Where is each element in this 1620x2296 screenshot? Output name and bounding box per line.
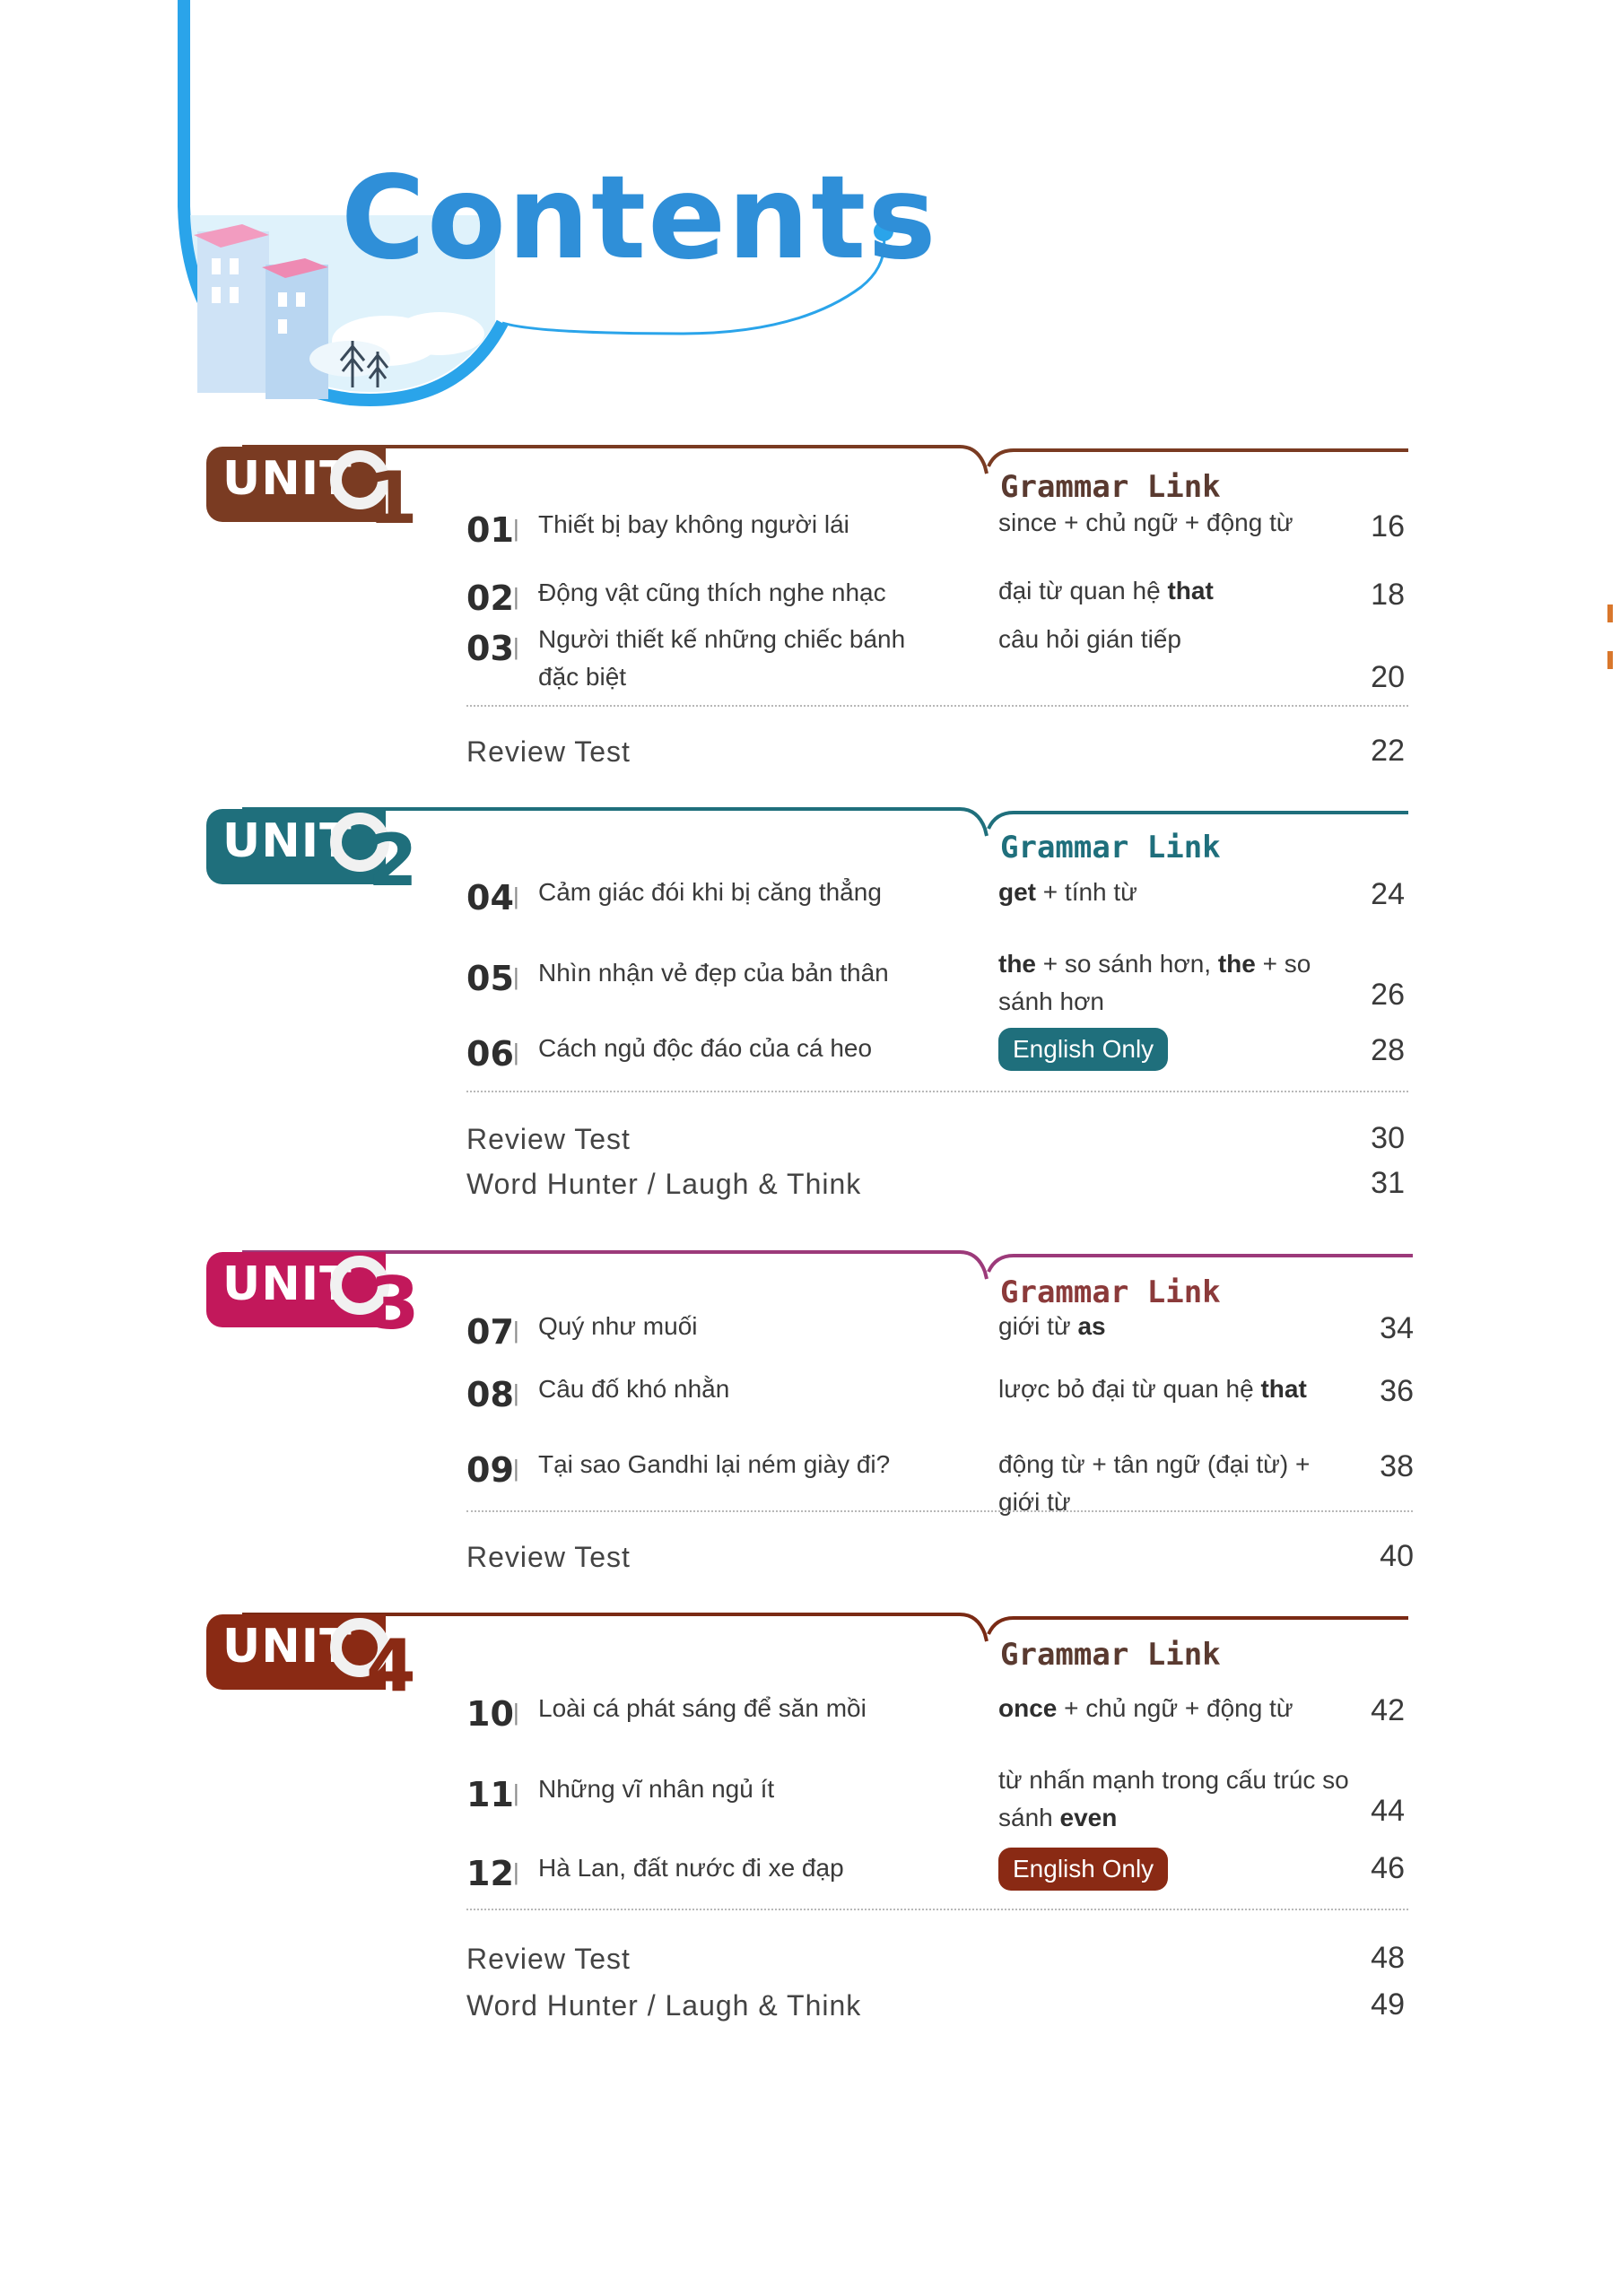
grammar-fragment: since <box>998 509 1058 536</box>
grammar-fragment: once <box>998 1694 1058 1722</box>
grammar-point <box>998 1308 1357 1345</box>
unit-badge <box>206 1614 386 1690</box>
page-number: 36 <box>1380 1374 1414 1408</box>
lesson-separator: | <box>513 963 519 990</box>
divider <box>466 705 1408 707</box>
lesson-number: 11 <box>466 1775 514 1814</box>
grammar-point <box>998 874 1357 911</box>
lesson-number: 08 <box>466 1375 514 1414</box>
english-only-badge: English Only <box>998 1028 1168 1071</box>
grammar-point <box>998 1370 1357 1408</box>
lesson-separator: | <box>513 1779 519 1806</box>
page-number: 44 <box>1371 1794 1405 1828</box>
grammar-point <box>998 621 1357 658</box>
grammar-fragment: as <box>1077 1312 1106 1340</box>
review-test-label: Review Test <box>466 1943 631 1975</box>
word-hunter-label: Word Hunter / Laugh & Think <box>466 1168 862 1200</box>
lesson-title: Cảm giác đói khi bị căng thẳng <box>538 878 882 906</box>
grammar-fragment: giới từ <box>998 1312 1078 1340</box>
lesson-separator: | <box>513 633 519 660</box>
grammar-point <box>998 572 1357 610</box>
unit-label: UNIT <box>222 1620 353 1674</box>
lesson-separator: | <box>513 1039 519 1065</box>
lesson-title: Cách ngủ độc đáo của cá heo <box>538 1034 873 1062</box>
grammar-fragment: the <box>1217 950 1256 978</box>
lesson-title: Nhìn nhận vẻ đẹp của bản thân <box>538 959 889 987</box>
page-number: 26 <box>1371 978 1405 1012</box>
unit-number: 3 <box>370 1262 420 1345</box>
lesson-separator: | <box>513 583 519 610</box>
unit-label: UNIT <box>222 814 353 868</box>
grammar-fragment: + so sánh hơn, <box>1036 950 1218 978</box>
lesson-title: Tại sao Gandhi lại ném giày đi? <box>538 1450 891 1478</box>
unit-number: 4 <box>366 1624 416 1708</box>
divider <box>466 1091 1408 1092</box>
grammar-link-heading: Grammar Link <box>1000 1274 1221 1310</box>
lesson-title: Những vĩ nhân ngủ ít <box>538 1775 775 1803</box>
divider <box>466 1510 1413 1512</box>
lesson-separator: | <box>513 1858 519 1885</box>
english-only-badge: English Only <box>998 1848 1168 1891</box>
lesson-separator: | <box>513 1699 519 1726</box>
page-number: 18 <box>1371 578 1405 612</box>
lesson-number: 10 <box>466 1694 514 1734</box>
unit-label: UNIT <box>222 452 353 506</box>
grammar-fragment: + chủ ngữ + động từ <box>1057 1694 1293 1722</box>
divider <box>466 1909 1408 1910</box>
lesson-number: 06 <box>466 1034 514 1074</box>
page-number: 40 <box>1380 1539 1414 1573</box>
page-number: 38 <box>1380 1449 1414 1483</box>
grammar-fragment: lược bỏ đại từ quan hệ <box>998 1375 1261 1403</box>
page-number: 16 <box>1371 509 1405 544</box>
lesson-title: Động vật cũng thích nghe nhạc <box>538 578 886 606</box>
grammar-fragment: câu hỏi gián tiếp <box>998 625 1181 653</box>
unit-number: 2 <box>368 819 418 902</box>
grammar-point <box>998 945 1321 1021</box>
unit-label: UNIT <box>222 1257 353 1311</box>
grammar-fragment: + chủ ngữ + động từ <box>1057 509 1293 536</box>
lesson-title: Người thiết kế những chiếc bánh đặc biệt <box>538 625 906 691</box>
page-number: 46 <box>1371 1851 1405 1885</box>
lesson-separator: | <box>513 1379 519 1406</box>
grammar-fragment: that <box>1260 1375 1307 1403</box>
page-number: 34 <box>1380 1311 1414 1345</box>
grammar-fragment: + tính từ <box>1036 878 1137 906</box>
grammar-fragment: that <box>1167 577 1214 604</box>
margin-mark <box>1607 604 1613 622</box>
lesson-number: 09 <box>466 1450 514 1490</box>
review-test-label: Review Test <box>466 735 631 768</box>
grammar-point <box>998 504 1357 542</box>
lesson-separator: | <box>513 883 519 909</box>
grammar-link-heading: Grammar Link <box>1000 469 1221 505</box>
grammar-fragment: get <box>998 878 1036 906</box>
page-number: 49 <box>1371 1987 1405 2022</box>
grammar-fragment: từ nhấn mạnh trong cấu trúc so sánh <box>998 1766 1349 1831</box>
grammar-fragment: the <box>998 950 1036 978</box>
page-number: 20 <box>1371 660 1405 694</box>
unit-badge <box>206 809 386 884</box>
grammar-point <box>998 1761 1375 1837</box>
page-number: 42 <box>1371 1693 1405 1727</box>
lesson-number: 07 <box>466 1312 514 1352</box>
grammar-fragment: động từ + tân ngữ (đại từ) + giới từ <box>998 1450 1311 1516</box>
page-title: Contents <box>341 152 938 285</box>
page-number: 48 <box>1371 1941 1405 1975</box>
lesson-number: 03 <box>466 629 514 668</box>
unit-badge <box>206 1252 386 1327</box>
grammar-fragment: even <box>1059 1804 1118 1831</box>
lesson-number: 12 <box>466 1854 514 1893</box>
lesson-title: Hà Lan, đất nước đi xe đạp <box>538 1854 844 1882</box>
lesson-title: Quý như muối <box>538 1312 698 1340</box>
lesson-separator: | <box>513 1455 519 1482</box>
word-hunter-label: Word Hunter / Laugh & Think <box>466 1989 862 2022</box>
page-number: 28 <box>1371 1033 1405 1067</box>
unit-number: 1 <box>368 457 418 540</box>
lesson-number: 02 <box>466 578 514 618</box>
grammar-link-heading: Grammar Link <box>1000 830 1221 865</box>
lesson-title: Loài cá phát sáng để săn mồi <box>538 1694 867 1722</box>
page-number: 30 <box>1371 1121 1405 1155</box>
grammar-fragment: đại từ quan hệ <box>998 577 1168 604</box>
page-number: 31 <box>1371 1166 1405 1200</box>
review-test-label: Review Test <box>466 1123 631 1155</box>
lesson-separator: | <box>513 1317 519 1344</box>
lesson-title: Câu đố khó nhằn <box>538 1375 730 1403</box>
unit-badge <box>206 447 386 522</box>
page-number: 22 <box>1371 734 1405 768</box>
lesson-separator: | <box>513 515 519 542</box>
margin-mark <box>1607 651 1613 669</box>
grammar-link-heading: Grammar Link <box>1000 1637 1221 1673</box>
grammar-point <box>998 1690 1357 1727</box>
review-test-label: Review Test <box>466 1541 631 1573</box>
page-number: 24 <box>1371 877 1405 911</box>
grammar-fragment: + so sánh hơn <box>998 950 1311 1015</box>
lesson-number: 05 <box>466 959 514 998</box>
lesson-number: 01 <box>466 510 514 550</box>
lesson-title: Thiết bị bay không người lái <box>538 510 849 538</box>
lesson-number: 04 <box>466 878 514 918</box>
